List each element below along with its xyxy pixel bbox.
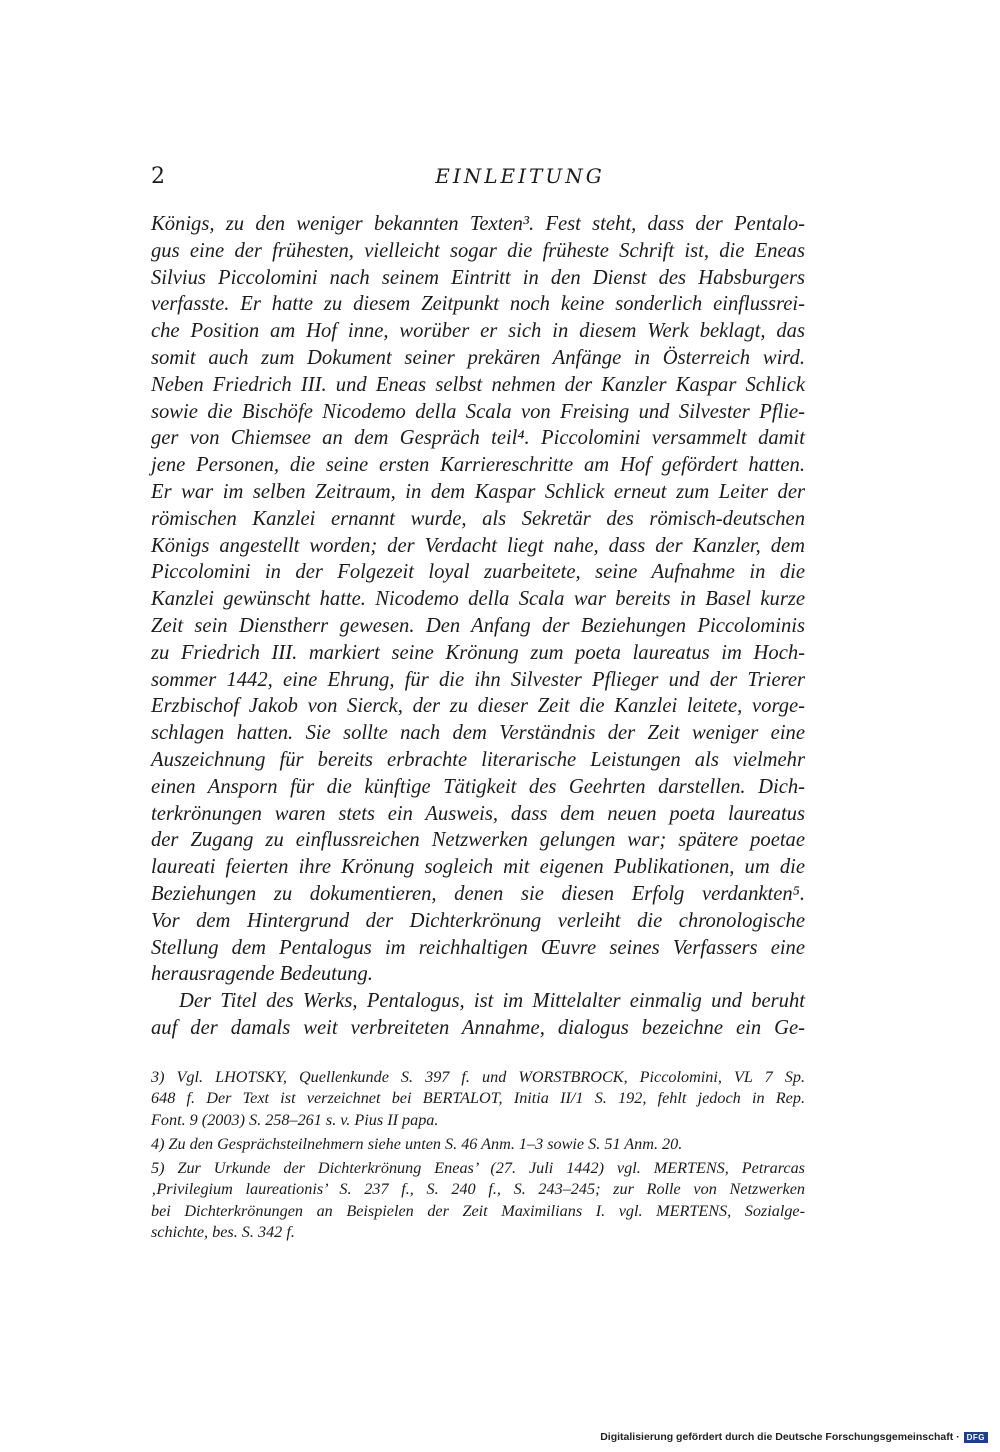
body-line: Neben Friedrich III. und Eneas selbst nehmen der Kanzler Kaspar Schlick	[151, 373, 805, 396]
footnote-line: bei Dichterkrönungen an Beispielen der Zeit Maximilians I. vgl. MERTENS, Sozialge-	[151, 1201, 805, 1220]
footnote-line: 4) Zu den Gesprächsteilnehmern siehe unten S. 46 Anm. 1–3 sowie S. 51 Anm. 20.	[151, 1134, 683, 1153]
body-line: che Position am Hof inne, worüber er sich in diesem Werk beklagt, das	[151, 320, 805, 343]
body-line: sommer 1442, eine Ehrung, für die ihn Silvester Pflieger und der Trierer	[151, 668, 805, 691]
body-line: sowie die Bischöfe Nicodemo della Scala von Freising und Silvester Pflie-	[151, 400, 805, 423]
footnotes	[151, 1067, 805, 1243]
body-line: der Zugang zu einflussreichen Netzwerken gelungen war; spätere poetae	[151, 829, 805, 852]
footnote-line: 5) Zur Urkunde der Dichterkrönung Eneas’ (27. Juli 1442) vgl. MERTENS, Petrarcas	[151, 1159, 805, 1178]
dfg-logo: DFG	[964, 1432, 988, 1443]
body-line: Zeit sein Dienstherr gewesen. Den Anfang der Beziehungen Piccolominis	[151, 614, 805, 637]
body-line: jene Personen, die seine ersten Karriereschritte am Hof gefördert hatten.	[151, 454, 805, 477]
body-line: Piccolomini in der Folgezeit loyal zuarbeitete, seine Aufnahme in die	[151, 561, 805, 584]
body-line: Auszeichnung für bereits erbrachte literarische Leistungen als vielmehr	[151, 748, 805, 771]
body-line: Erzbischof Jakob von Sierck, der zu dieser Zeit die Kanzlei leitete, vorge-	[151, 695, 805, 718]
body-line: herausragende Bedeutung.	[151, 963, 373, 986]
footnote-line: ‚Privilegium laureationis’ S. 237 f., S. 240 f., S. 243–245; zur Rolle von Netzwerken	[151, 1180, 805, 1199]
digitization-note-text: Digitalisierung gefördert durch die Deutsche Forschungsgemeinschaft ·	[600, 1431, 960, 1443]
footnote-line: 648 f. Der Text ist verzeichnet bei BERTALOT, Initia II/1 S. 192, fehlt jedoch in Rep.	[151, 1089, 805, 1108]
body-line: schlagen hatten. Sie sollte nach dem Verständnis der Zeit weniger eine	[151, 722, 805, 745]
body-line: Stellung dem Pentalogus im reichhaltigen Œuvre seines Verfassers eine	[151, 936, 805, 959]
body-line: Beziehungen zu dokumentieren, denen sie diesen Erfolg verdankten⁵.	[151, 882, 805, 905]
footnote-line: schichte, bes. S. 342 f.	[151, 1223, 295, 1242]
body-line: Silvius Piccolomini nach seinem Eintritt in den Dienst des Habsburgers	[151, 266, 805, 289]
page-number: 2	[151, 164, 165, 189]
footnote-line: 3) Vgl. LHOTSKY, Quellenkunde S. 397 f. und WORSTBROCK, Piccolomini, VL 7 Sp.	[151, 1068, 805, 1086]
body-line: römischen Kanzlei ernannt wurde, als Sekretär des römisch-deutschen	[151, 507, 805, 530]
footnote-line: Font. 9 (2003) S. 258–261 s. v. Pius II papa.	[151, 1110, 439, 1129]
body-line: Er war im selben Zeitraum, in dem Kaspar Schlick erneut zum Leiter der	[151, 480, 805, 503]
body-line: zu Friedrich III. markiert seine Krönung zum poeta laureatus im Hoch-	[151, 641, 805, 664]
body-line: Königs, zu den weniger bekannten Texten³. Fest steht, dass der Pentalo-	[151, 213, 805, 235]
body-line: auf der damals weit verbreiteten Annahme, dialogus bezeichne ein Ge-	[151, 1016, 805, 1039]
body-line: Vor dem Hintergrund der Dichterkrönung verleiht die chronologische	[151, 909, 805, 932]
body-line: Kanzlei gewünscht hatte. Nicodemo della Scala war bereits in Basel kurze	[151, 588, 805, 611]
body-line: laureati feierten ihre Krönung sogleich mit eigenen Publikationen, um die	[151, 856, 805, 879]
body-text	[151, 211, 805, 1042]
body-line: Königs angestellt worden; der Verdacht liegt nahe, dass der Kanzler, dem	[151, 534, 805, 557]
body-line: gus eine der frühesten, vielleicht sogar die früheste Schrift ist, die Eneas	[151, 239, 805, 262]
digitization-note	[600, 1431, 988, 1443]
body-line: ger von Chiemsee an dem Gespräch teil⁴. Piccolomini versammelt damit	[151, 427, 805, 450]
body-line: einen Ansporn für die künftige Tätigkeit des Geehrten darstellen. Dich-	[151, 775, 805, 798]
running-title: EINLEITUNG	[435, 164, 605, 188]
body-line: somit auch zum Dokument seiner prekären Anfänge in Österreich wird.	[151, 346, 805, 369]
body-line: verfasste. Er hatte zu diesem Zeitpunkt noch keine sonderlich einflussrei-	[151, 293, 805, 316]
body-line: Der Titel des Werks, Pentalogus, ist im Mittelalter einmalig und beruht	[179, 990, 805, 1013]
body-line: terkrönungen waren stets ein Ausweis, dass dem neuen poeta laureatus	[151, 802, 805, 825]
